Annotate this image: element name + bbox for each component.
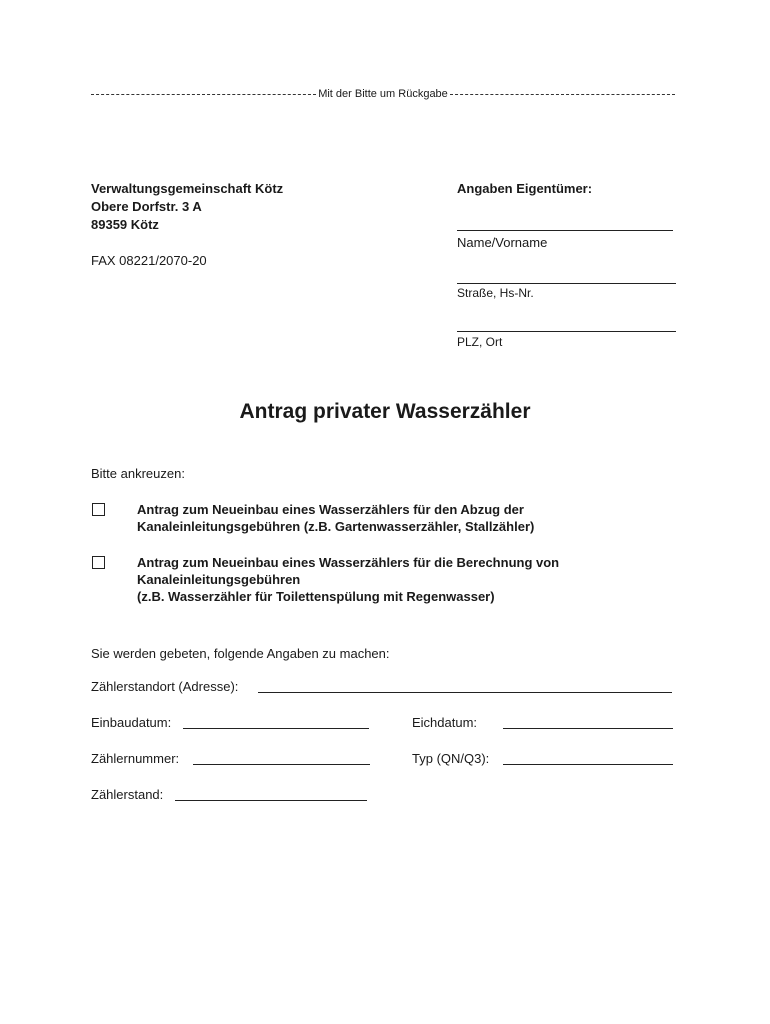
- standort-field[interactable]: [258, 692, 672, 693]
- eichdatum-field[interactable]: [503, 728, 673, 729]
- dashed-rule-right: [450, 94, 675, 95]
- checkbox-prompt: Bitte ankreuzen:: [91, 466, 185, 481]
- option-2-checkbox[interactable]: [92, 556, 105, 569]
- dashed-rule-left: [91, 94, 316, 95]
- zaehlerstand-field[interactable]: [175, 800, 367, 801]
- zaehlernummer-field[interactable]: [193, 764, 370, 765]
- sender-street: Obere Dorfstr. 3 A: [91, 199, 202, 214]
- owner-name-caption: Name/Vorname: [457, 235, 548, 250]
- standort-label: Zählerstandort (Adresse):: [91, 679, 239, 694]
- owner-city-caption: PLZ, Ort: [457, 335, 503, 349]
- option-2-line-1: Antrag zum Neueinbau eines Wasserzählers für die Berechnung von: [137, 555, 560, 570]
- eichdatum-label: Eichdatum:: [412, 715, 478, 730]
- typ-field[interactable]: [503, 764, 673, 765]
- owner-heading: Angaben Eigentümer:: [457, 181, 593, 196]
- option-2-line-2: Kanaleinleitungsgebühren: [137, 572, 301, 587]
- typ-label: Typ (QN/Q3):: [412, 751, 490, 766]
- sender-address: [91, 180, 283, 234]
- return-note: Mit der Bitte um Rückgabe: [318, 88, 448, 100]
- option-1-checkbox[interactable]: [92, 503, 105, 516]
- owner-name-line[interactable]: [457, 230, 673, 231]
- page-title: Antrag privater Wasserzähler: [239, 400, 531, 423]
- option-2-line-3: (z.B. Wasserzähler für Toilettenspülung mit Regenwasser): [137, 589, 495, 604]
- zaehlerstand-label: Zählerstand:: [91, 787, 164, 802]
- option-2-text: [137, 554, 559, 605]
- option-1-line-1: Antrag zum Neueinbau eines Wasserzählers für den Abzug der: [137, 502, 524, 517]
- sender-fax: FAX 08221/2070-20: [91, 253, 207, 268]
- return-note-line: [91, 88, 675, 100]
- einbaudatum-field[interactable]: [183, 728, 369, 729]
- owner-street-line[interactable]: [457, 283, 676, 284]
- option-1-text: [137, 501, 534, 535]
- einbaudatum-label: Einbaudatum:: [91, 715, 172, 730]
- zaehlernummer-label: Zählernummer:: [91, 751, 180, 766]
- owner-street-caption: Straße, Hs-Nr.: [457, 286, 534, 300]
- sender-name: Verwaltungsgemeinschaft Kötz: [91, 181, 284, 196]
- option-1-line-2: Kanaleinleitungsgebühren (z.B. Gartenwasserzähler, Stallzähler): [137, 519, 535, 534]
- sender-city: 89359 Kötz: [91, 217, 159, 232]
- owner-city-line[interactable]: [457, 331, 676, 332]
- instruction-text: Sie werden gebeten, folgende Angaben zu machen:: [91, 646, 390, 661]
